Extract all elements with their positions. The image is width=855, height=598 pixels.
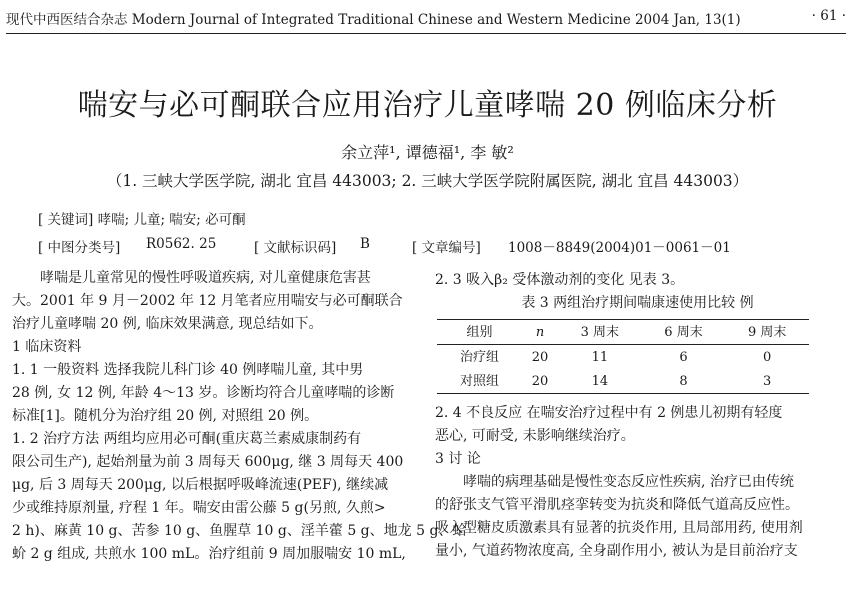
table-header-cell: 3 周末 [580,324,620,340]
table-cell: 治疗组 [459,349,499,365]
table-cell: 20 [531,373,549,389]
treatment-line: 少或维持原剂量, 疗程 1 年。喘安由雷公藤 5 g(另煎, 久煎> [12,500,386,516]
table-cell: 6 [679,349,688,365]
table-header-cell: n [535,324,545,340]
treatment-line: 限公司生产), 起始剂量为前 3 周每天 600μg, 继 3 周每天 400 [12,454,404,470]
adverse-reaction-line: 2. 4 不良反应 在喘安治疗过程中有 2 例患儿初期有轻度 [435,405,783,421]
discussion-line: 哮喘的病理基础是慢性变态反应性疾病, 治疗已由传统 [463,474,794,490]
table-cell: 14 [591,373,609,389]
general-data-line: 标准[1]。随机分为治疗组 20 例, 对照组 20 例。 [12,408,319,424]
section-1-heading: 1 临床资料 [12,339,82,355]
running-header [6,8,846,32]
table-cell: 11 [591,349,609,365]
general-data-line: 28 例, 女 12 例, 年龄 4～13 岁。诊断均符合儿童哮喘的诊断 [12,385,395,401]
intro-line: 哮喘是儿童常见的慢性呼吸道疾病, 对儿童健康危害甚 [40,270,371,286]
adverse-reaction-line: 恶心, 可耐受, 未影响继续治疗。 [435,428,635,444]
table-cell: 3 [763,373,772,389]
table-row [437,345,809,370]
doc-code-value: B [360,236,370,252]
treatment-line: 2 h)、麻黄 10 g、苦参 10 g、鱼腥草 10 g、淫羊藿 5 g、地龙 5 g、蛤 [12,523,467,539]
table-cell: 8 [679,373,688,389]
clc-label: [ 中图分类号] [38,240,121,256]
treatment-line: 1. 2 治疗方法 两组均应用必可酮(重庆葛兰素威康制药有 [12,431,362,447]
table-cell: 20 [531,349,549,365]
journal-citation: 现代中西医结合杂志 Modern Journal of Integrated Traditional Chinese and Western Medicine 2004 Jan, 13(1) [6,12,741,28]
table-cell: 0 [763,349,772,365]
discussion-line: 吸入型糖皮质激素具有显著的抗炎作用, 且局部用药, 使用剂 [435,520,803,536]
page-number: · 61 · [811,8,846,24]
table-3 [437,319,809,394]
keywords-line: [ 关键词] 哮喘; 儿童; 喘安; 必可酮 [38,212,246,228]
table-header-row [437,320,809,345]
table-header-cell: 组别 [466,324,493,340]
discussion-line: 量小, 气道药物浓度高, 全身副作用小, 被认为是目前治疗支 [435,543,798,559]
treatment-line: μg, 后 3 周每天 200μg, 以后根据呼吸峰流速(PEF), 继续减 [12,477,389,493]
section-2-3-heading: 2. 3 吸入β₂ 受体激动剂的变化 见表 3。 [435,272,685,288]
intro-line: 治疗儿童哮喘 20 例, 临床效果满意, 现总结如下。 [12,316,323,332]
table-row [437,369,809,394]
article-title: 喘安与必可酮联合应用治疗儿童哮喘 20 例临床分析 [77,88,778,123]
intro-line: 大。2001 年 9 月－2002 年 12 月笔者应用喘安与必可酮联合 [12,293,403,309]
clc-value: R0562. 25 [146,236,217,252]
section-3-heading: 3 讨 论 [435,451,481,467]
article-no-label: [ 文章编号] [412,240,481,256]
table-3-title: 表 3 两组治疗期间喘康速使用比较 例 [521,295,754,311]
right-column [435,269,840,563]
treatment-line: 蚧 2 g 组成, 共煎水 100 mL。治疗组前 9 周加服喘安 10 mL, [12,546,406,562]
discussion-line: 的舒张支气管平滑肌痉挛转变为抗炎和降低气道高反应性。 [435,497,799,513]
classification-line [38,236,818,256]
doc-code-label: [ 文献标识码] [254,240,337,256]
article-no-value: 1008－8849(2004)01－0061－01 [508,240,731,256]
article-authors: 余立萍¹, 谭德福¹, 李 敏² [341,143,514,162]
header-divider [6,33,846,34]
table-cell: 对照组 [459,373,499,389]
general-data-line: 1. 1 一般资料 选择我院儿科门诊 40 例哮喘儿童, 其中男 [12,362,364,378]
table-header-cell: 6 周末 [664,324,703,340]
author-affiliation: （1. 三峡大学医学院, 湖北 宜昌 443003; 2. 三峡大学医学院附属医院, 湖北 宜昌 443003） [106,172,749,190]
table-header-cell: 9 周末 [747,324,787,340]
